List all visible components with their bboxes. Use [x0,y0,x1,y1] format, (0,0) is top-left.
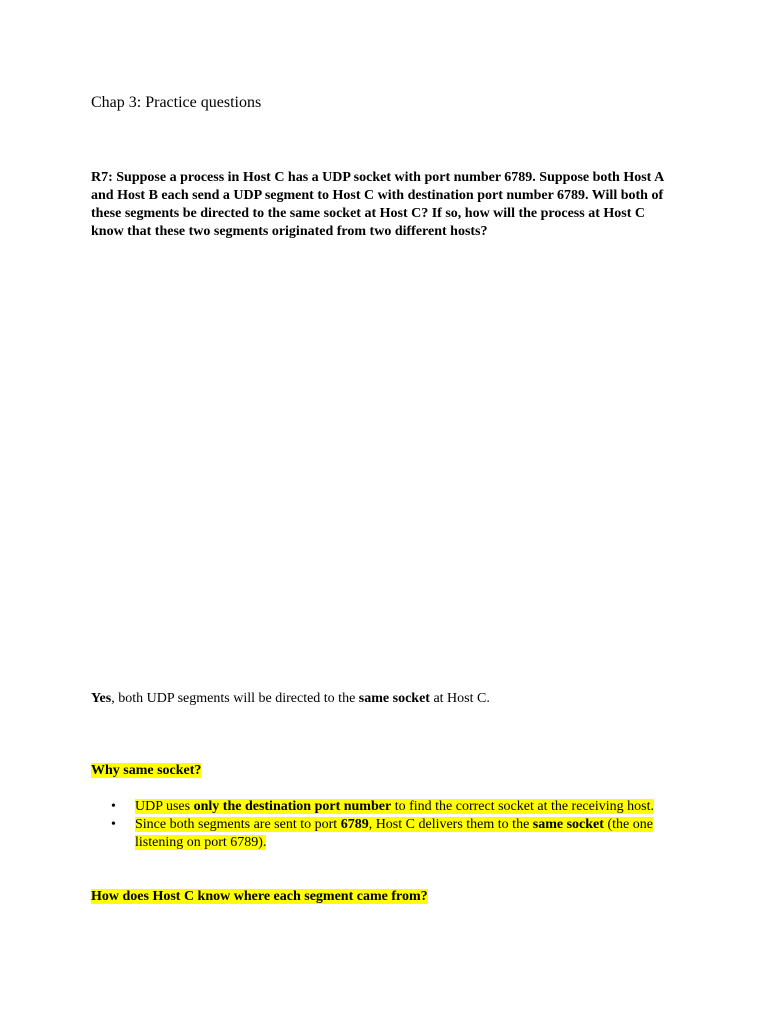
bullet-text [135,817,653,850]
bullet-2-bold-b: same socket [532,817,604,832]
page-title: Chap 3: Practice questions [91,94,262,111]
answer-same-socket: same socket [358,691,430,706]
list-item [91,798,681,816]
question-text: R7: Suppose a process in Host C has a UDP socket with port number 6789. Suppose both Host A and Host B each send a UDP segment to Host C with destination port number 6789. Will both of these segments be directed to the same socket at Host C? If so, how will the process at Host C know that these two segments originated from two different hosts? [91,170,664,239]
bullet-text [135,799,654,814]
bullet-2-text-b: , Host C delivers them to the [368,817,533,832]
bullet-2-text-c: (the one listening on port 6789). [135,817,653,850]
answer-part2: at Host C. [429,691,490,706]
why-heading [91,762,201,780]
bullet-dot-icon: • [111,817,116,832]
bullet-1-text-a: UDP uses [135,799,194,814]
how-heading [91,888,428,906]
answer-paragraph [91,690,681,708]
why-heading-text: Why same socket? [91,763,202,778]
answer-yes: Yes [91,691,112,706]
bullet-2-text-a: Since both segments are sent to port [135,817,341,832]
bullet-1-bold-a: only the destination port number [193,799,392,814]
bullet-list [91,798,681,852]
list-item [91,816,681,852]
bullet-2-bold-a: 6789 [340,817,369,832]
answer-part1: , both UDP segments will be directed to the [111,691,359,706]
bullet-1-text-b: to find the correct socket at the receiving host. [391,799,654,814]
bullet-dot-icon: • [111,799,116,814]
how-heading-text: How does Host C know where each segment came from? [91,889,428,904]
